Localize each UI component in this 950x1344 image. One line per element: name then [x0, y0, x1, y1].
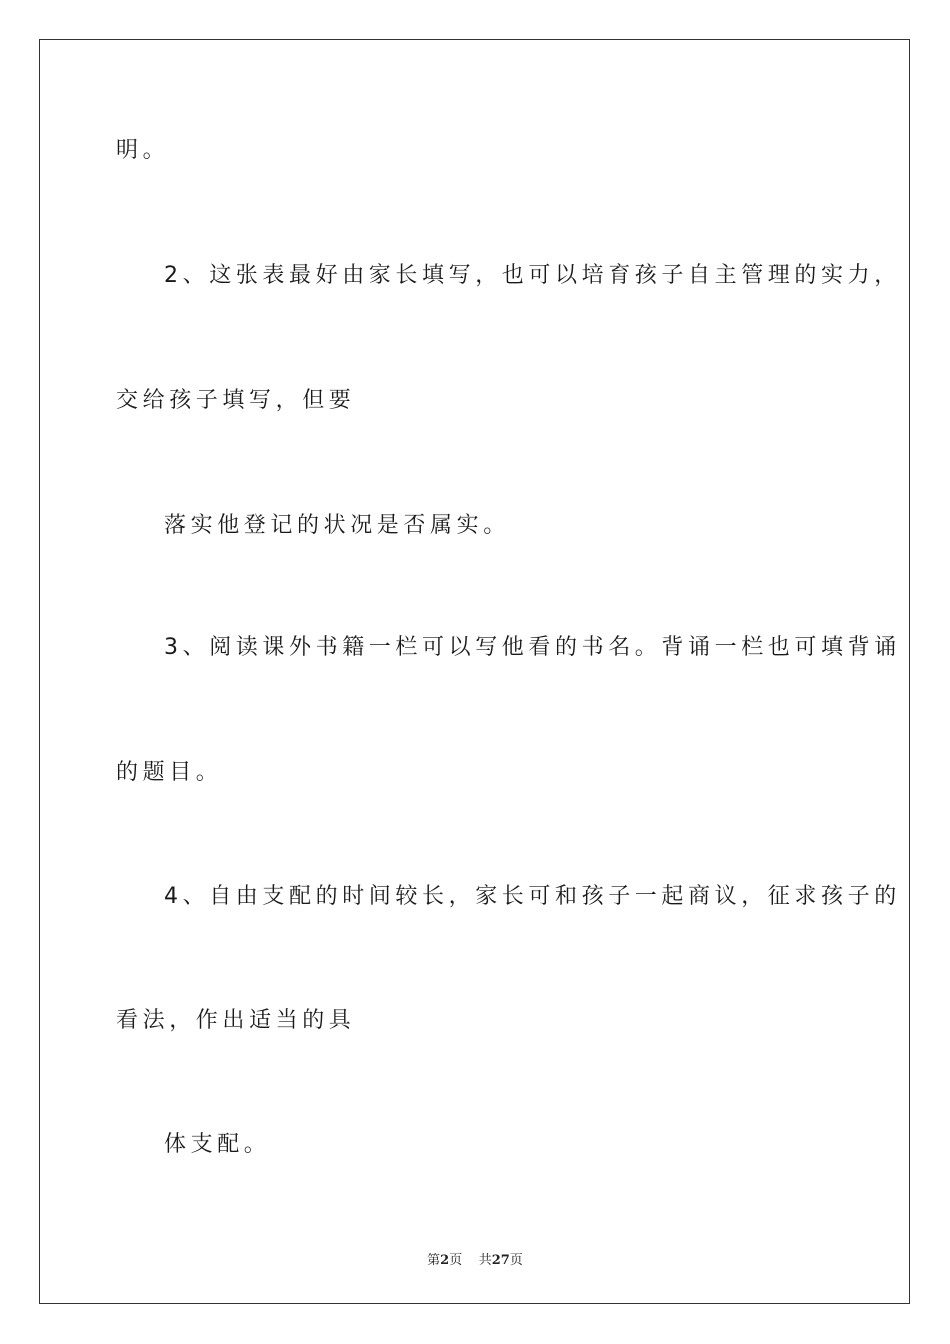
footer-prefix: 第: [427, 1253, 441, 1268]
page-footer: [0, 1249, 950, 1268]
page-border: [39, 39, 910, 1304]
text-line-9: 体支配。: [164, 1132, 271, 1157]
text-line-2: 2、这张表最好由家长填写，也可以培育孩子自主管理的实力，: [164, 263, 901, 288]
footer-page-number: 2: [440, 1253, 450, 1268]
footer-page-suffix: 页: [449, 1253, 463, 1268]
text-line-3: 交给孩子填写，但要: [116, 388, 356, 413]
text-line-4: 落实他登记的状况是否属实。: [164, 513, 510, 538]
footer-total-prefix: 共: [478, 1253, 492, 1268]
text-line-6: 的题目。: [116, 760, 223, 785]
text-line-7: 4、自由支配的时间较长，家长可和孩子一起商议，征求孩子的: [164, 884, 901, 909]
text-line-1: 明。: [116, 138, 170, 163]
footer-total-suffix: 页: [509, 1253, 523, 1268]
text-line-5: 3、阅读课外书籍一栏可以写他看的书名。背诵一栏也可填背诵: [164, 635, 901, 660]
text-line-8: 看法，作出适当的具: [116, 1008, 356, 1033]
footer-total-pages: 27: [491, 1253, 510, 1268]
